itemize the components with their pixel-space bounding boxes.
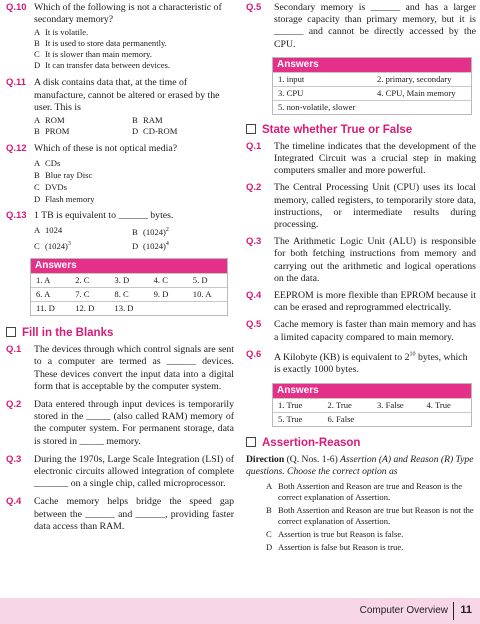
question-number: Q.13 bbox=[6, 210, 27, 222]
option: B PROM bbox=[34, 126, 70, 137]
answers-row: 5. True 6. False bbox=[273, 412, 471, 426]
question-number: Q.5 bbox=[246, 319, 262, 331]
question-number: Q.11 bbox=[6, 77, 27, 89]
answers-box-true-false bbox=[272, 383, 472, 427]
fill-question-5 bbox=[246, 2, 476, 51]
question-10 bbox=[6, 2, 234, 26]
question-text: Which of these is not optical media? bbox=[34, 143, 178, 155]
question-number: Q.3 bbox=[6, 453, 22, 465]
checkbox-square-icon bbox=[246, 437, 256, 447]
question-number: Q.1 bbox=[246, 140, 262, 152]
option: C Assertion is true but Reason is false. bbox=[266, 528, 404, 539]
answers-row: 6. A 7. C 8. C 9. D 10. A bbox=[31, 287, 227, 301]
options-11 bbox=[6, 115, 234, 137]
question-12 bbox=[6, 143, 234, 155]
answers-box-fill bbox=[272, 57, 472, 115]
question-text: The devices through which control signals are sent to a computer are termed as ______ devices. These devices convert the input data into a digital form that is acceptable by the computer system. bbox=[34, 344, 234, 392]
tf-question-6 bbox=[246, 349, 476, 377]
question-text: Data entered through input devices is temporarily stored in the _____ (also called RAM) memory of the computer system. For permanent storage, data is stored in _____ memory. bbox=[34, 398, 234, 447]
fill-question-2 bbox=[6, 399, 234, 448]
option: B It is used to store data permanently. bbox=[34, 38, 167, 49]
option: D It can transfer data between devices. bbox=[34, 60, 171, 71]
question-number: Q.2 bbox=[6, 398, 22, 410]
assertion-options bbox=[246, 481, 476, 553]
question-13 bbox=[6, 210, 234, 222]
assertion-direction: Direction (Q. Nos. 1-6) Assertion (A) and Reason (R) Type questions. Choose the correct option as bbox=[246, 453, 474, 477]
question-text: The Central Processing Unit (CPU) uses its local memory, called registers, to temporarily store data, instructions, or intermediate results during processing. bbox=[274, 182, 476, 231]
question-number: Q.2 bbox=[246, 182, 262, 194]
tf-question-4 bbox=[246, 290, 476, 314]
section-heading-fill-blanks: Fill in the Blanks bbox=[6, 325, 234, 341]
question-text: 1 TB is equivalent to ______ bytes. bbox=[34, 210, 174, 222]
answers-heading: Answers bbox=[273, 384, 471, 398]
question-text: Cache memory is faster than main memory and has a limited capacity compared to main memory. bbox=[274, 319, 476, 343]
question-number: Q.10 bbox=[6, 2, 27, 13]
options-13 bbox=[6, 224, 234, 252]
question-11 bbox=[6, 77, 234, 114]
question-number: Q.5 bbox=[246, 2, 262, 13]
question-text: During the 1970s, Large Scale Integration (LSI) of electronic circuits allowed integration of complete _______ on a single chip, called microprocessor. bbox=[34, 453, 234, 490]
option: C It is slower than main memory. bbox=[34, 49, 152, 60]
option: A 1024 bbox=[34, 225, 63, 236]
fill-question-4 bbox=[6, 496, 234, 533]
answers-row: 1. True 2. True 3. False 4. True bbox=[273, 398, 471, 412]
answers-row: 1. input 2. primary, secondary bbox=[273, 72, 471, 86]
question-number: Q.4 bbox=[6, 496, 22, 508]
option: C $(1024)^3$ bbox=[34, 241, 71, 252]
option: A It is volatile. bbox=[34, 27, 89, 38]
page-footer bbox=[0, 598, 480, 624]
section-heading-assertion-reason: Assertion-Reason bbox=[246, 435, 476, 451]
option: D Flash memory bbox=[34, 194, 95, 205]
question-text: The timeline indicates that the development of the Integrated Circuit was a crucial step in making computers smaller and more powerful. bbox=[274, 140, 476, 177]
answers-row: 1. A 2. C 3. D 4. C 5. D bbox=[31, 273, 227, 287]
options-12 bbox=[6, 157, 234, 205]
question-number: Q.12 bbox=[6, 143, 27, 155]
answers-heading: Answers bbox=[273, 58, 471, 72]
option: A CDs bbox=[34, 158, 61, 169]
question-text: EEPROM is more flexible than EPROM because it can be erased and reprogrammed electrically. bbox=[274, 290, 476, 314]
fill-question-1 bbox=[6, 344, 234, 393]
page-number: 11 bbox=[460, 604, 472, 616]
answers-row: 3. CPU 4. CPU, Main memory bbox=[273, 86, 471, 100]
answers-heading: Answers bbox=[31, 259, 227, 273]
option: B Blue ray Disc bbox=[34, 170, 93, 181]
option: D CD-ROM bbox=[132, 126, 178, 137]
option: D $(1024)^4$ bbox=[132, 241, 169, 252]
option: B Both Assertion and Reason are true but Reason is not the correct explanation of Assertion. bbox=[266, 504, 474, 526]
footer-chapter-title: Computer Overview bbox=[359, 605, 448, 616]
question-number: Q.4 bbox=[246, 290, 262, 302]
question-text: Secondary memory is ______ and has a larger storage capacity than primary memory, but it is ______ and cannot be directly accessed by the CPU. bbox=[274, 2, 476, 50]
answers-box-mcq bbox=[30, 258, 228, 316]
option: B RAM bbox=[132, 115, 163, 126]
question-number: Q.6 bbox=[246, 348, 262, 360]
option: A ROM bbox=[34, 115, 65, 126]
question-number: Q.1 bbox=[6, 344, 22, 356]
option: B $(1024)^2$ bbox=[132, 227, 169, 238]
option: C DVDs bbox=[34, 182, 67, 193]
question-text: A Kilobyte (KB) is equivalent to $2^{10}$ bytes, which is exactly 1000 bytes. bbox=[274, 351, 468, 376]
question-text: The Arithmetic Logic Unit (ALU) is responsible for both fetching instructions from memory and carrying out the arithmetic and logical operations on the data. bbox=[274, 236, 476, 284]
answers-row: 11. D 12. D 13. D bbox=[31, 301, 227, 315]
tf-question-5 bbox=[246, 319, 476, 343]
fill-question-3 bbox=[6, 454, 234, 491]
right-column bbox=[246, 0, 476, 553]
left-column bbox=[6, 0, 234, 533]
question-text: A disk contains data that, at the time of manufacture, cannot be altered or erased by the user. This is bbox=[34, 77, 220, 113]
option: A Both Assertion and Reason are true and Reason is the correct explanation of Assertion. bbox=[266, 480, 463, 502]
answers-row: 5. non-volatile, slower bbox=[273, 100, 471, 114]
checkbox-square-icon bbox=[246, 124, 256, 134]
question-number: Q.3 bbox=[246, 236, 262, 248]
footer-divider bbox=[453, 602, 454, 620]
tf-question-1 bbox=[246, 141, 476, 178]
tf-question-3 bbox=[246, 236, 476, 285]
checkbox-square-icon bbox=[6, 327, 16, 337]
option: D Assertion is false but Reason is true. bbox=[266, 541, 404, 552]
options-10 bbox=[6, 27, 234, 71]
section-heading-true-false: State whether True or False bbox=[246, 122, 476, 138]
tf-question-2 bbox=[246, 182, 476, 231]
question-text: Cache memory helps bridge the speed gap between the ______ and ______, providing faster data access than RAM. bbox=[34, 496, 234, 532]
question-text: Which of the following is not a characteristic of secondary memory? bbox=[34, 2, 222, 26]
